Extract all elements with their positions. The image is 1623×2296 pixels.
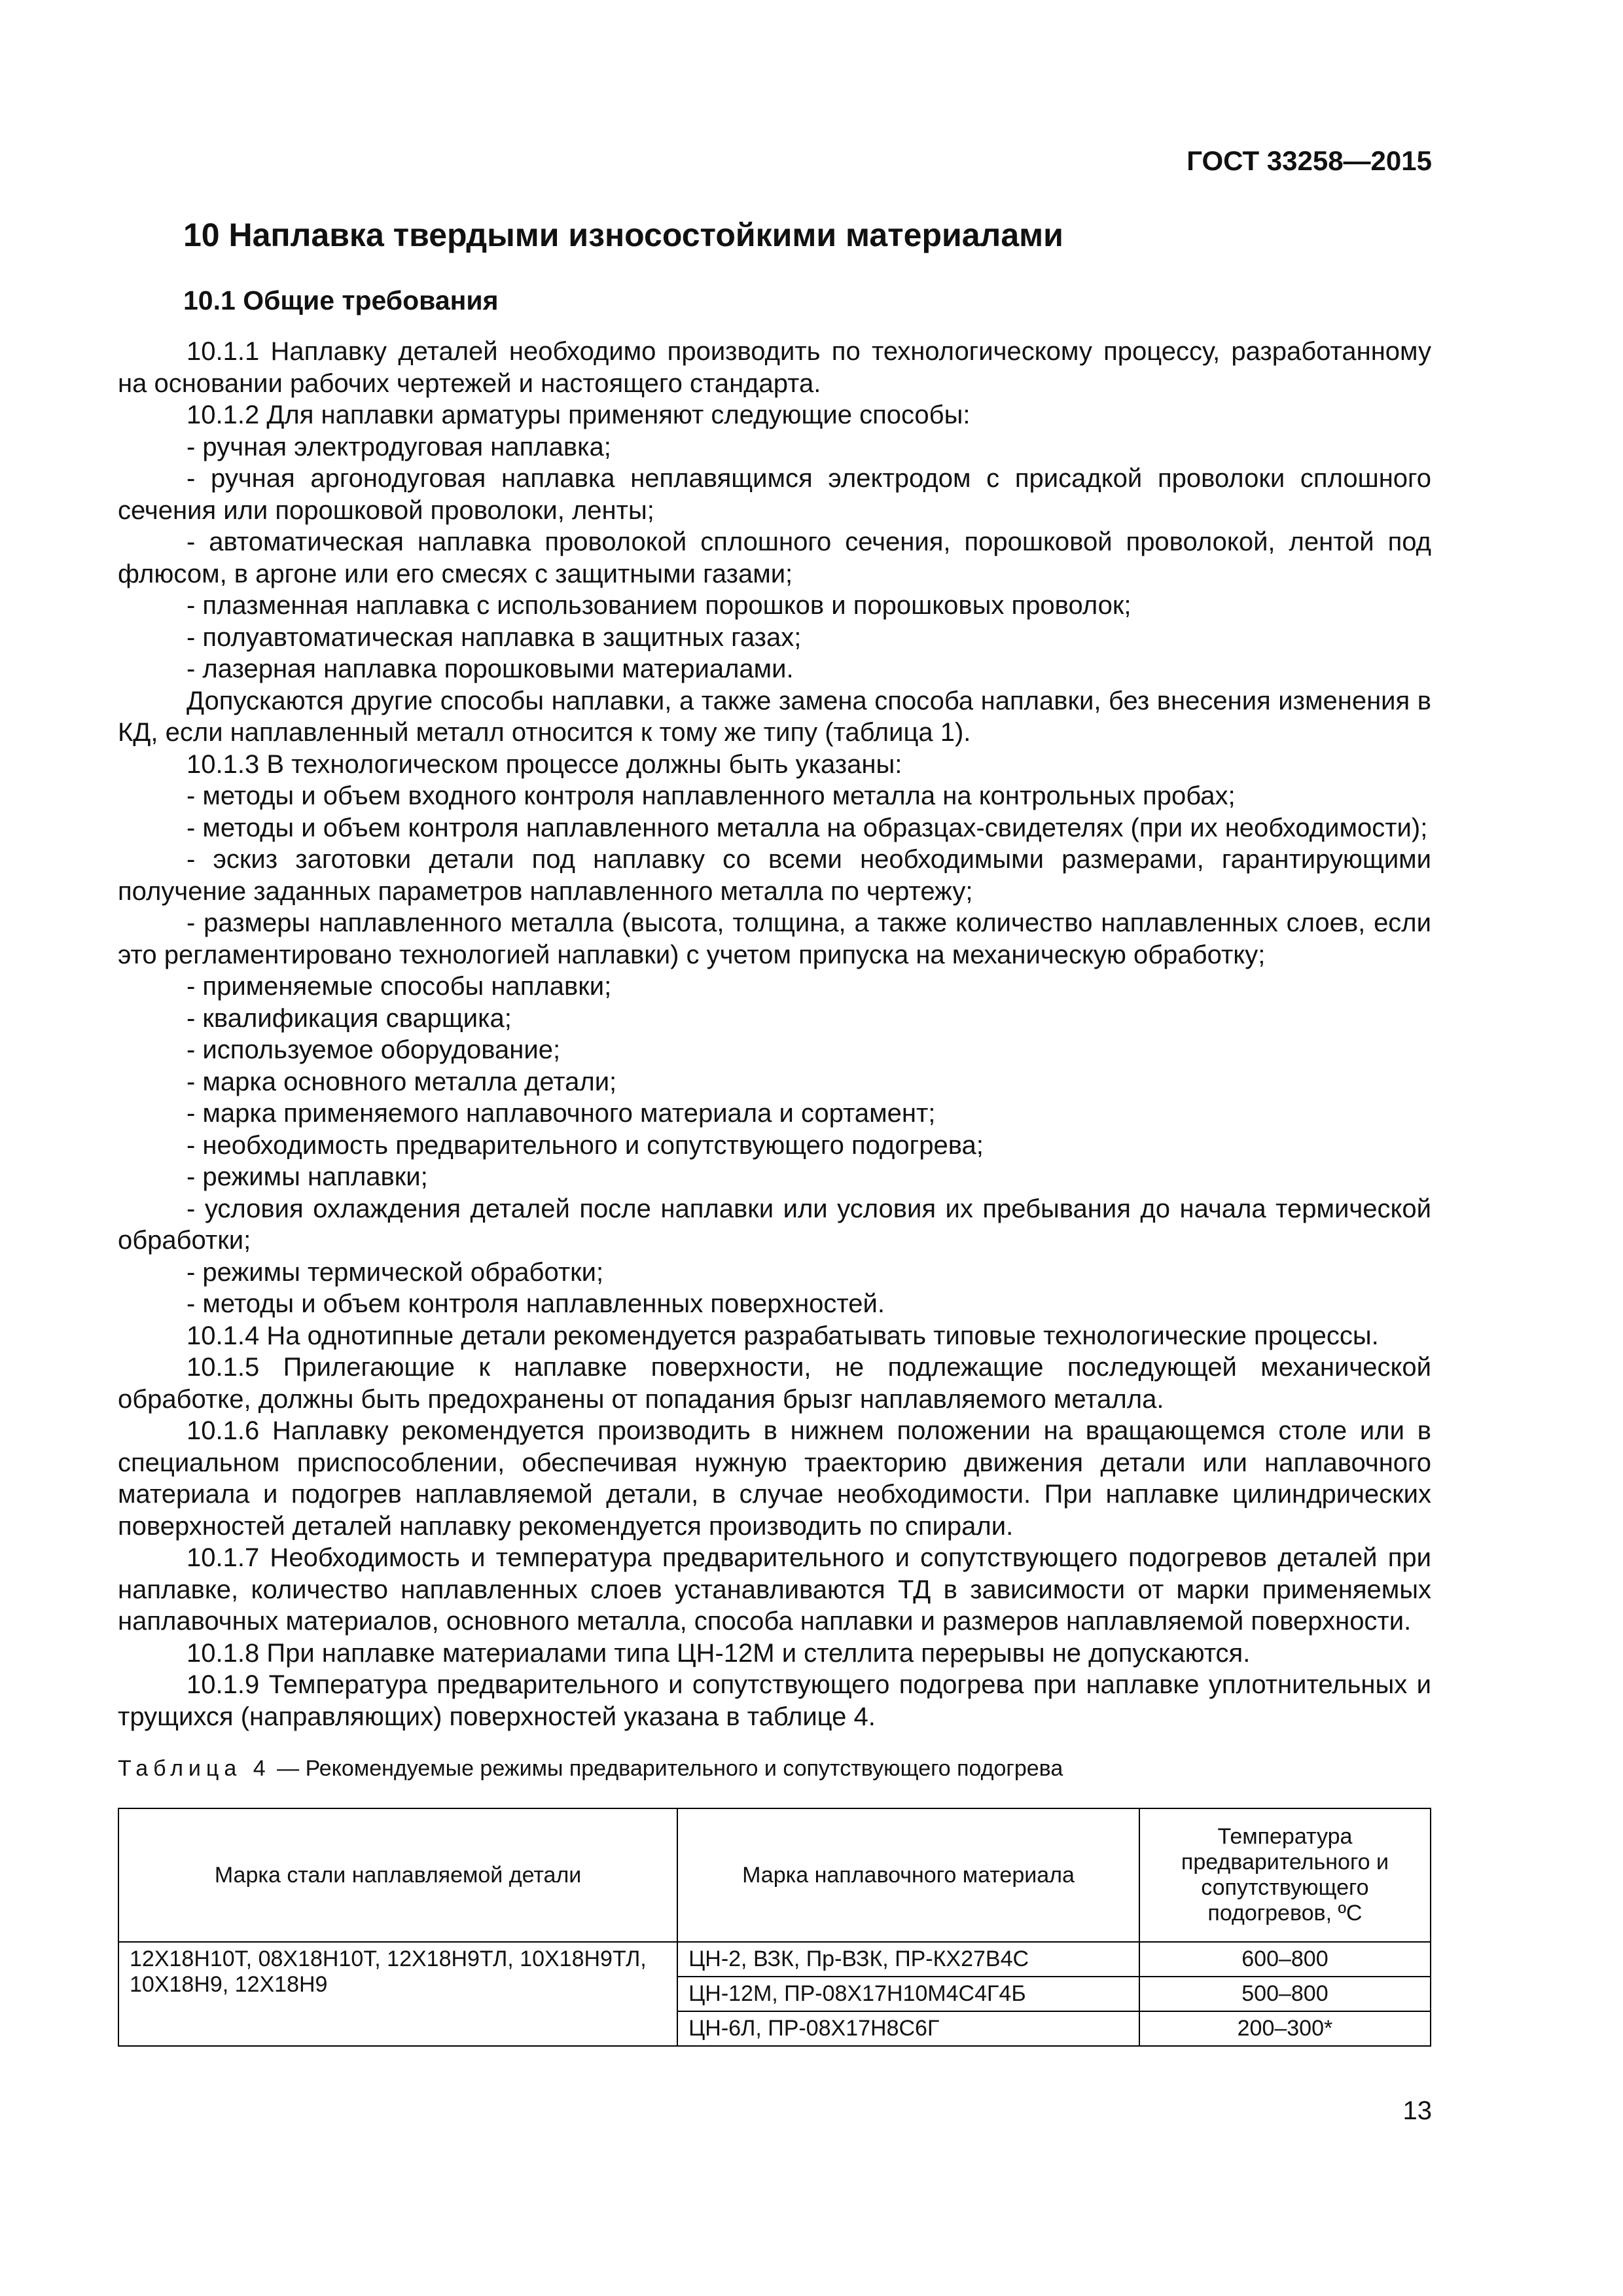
header-temperature: Температура предварительного и сопутствующего подогревов, ºС <box>1139 1808 1431 1942</box>
list-item: - размеры наплавленного металла (высота, толщина, а также количество наплавленных слоев, если это регламентировано технологией наплавки) с учетом припуска на механическую обработку; <box>118 908 1431 969</box>
document-number: ГОСТ 33258—2015 <box>1186 145 1432 176</box>
list-item: - автоматическая наплавка проволокой сплошного сечения, порошковой проволокой, лентой под флюсом, в аргоне или его смесях с защитными газами; <box>118 528 1431 588</box>
table-header-row <box>118 1808 1431 1942</box>
list-item: - эскиз заготовки детали под наплавку со всеми необходимыми размерами, гарантирующими получение заданных параметров наплавленного металла по чертежу; <box>118 845 1431 906</box>
steel-grades-cell: 12Х18Н10Т, 08Х18Н10Т, 12Х18Н9ТЛ, 10Х18Н9ТЛ, 10Х18Н9, 12Х18Н9 <box>118 1942 677 2046</box>
page-number: 13 <box>1402 2096 1432 2125</box>
list-item: - методы и объем входного контроля наплавленного металла на контрольных пробах; <box>187 781 1236 810</box>
body-text <box>118 336 1431 1732</box>
list-item: - используемое оборудование; <box>187 1035 561 1064</box>
paragraph: 10.1.2 Для наплавки арматуры применяют следующие способы: <box>187 401 971 429</box>
material-cell: ЦН-6Л, ПР-08Х17Н8С6Г <box>677 2011 1139 2046</box>
list-item: - методы и объем контроля наплавленного металла на образцах-свидетелях (при их необходимости); <box>187 813 1428 842</box>
table-row <box>118 1942 1431 1977</box>
list-item: - полуавтоматическая наплавка в защитных газах; <box>187 622 802 652</box>
paragraph: 10.1.3 В технологическом процессе должны быть указаны: <box>187 749 902 779</box>
list-item: - режимы термической обработки; <box>187 1257 604 1287</box>
list-item: - применяемые способы наплавки; <box>187 972 612 1001</box>
paragraph: 10.1.8 При наплавке материалами типа ЦН-12М и стеллита перерывы не допускаются. <box>187 1638 1251 1668</box>
paragraph: Допускаются другие способы наплавки, а также замена способа наплавки, без внесения изменения в КД, если наплавленный металл относится к тому же типу (таблица 1). <box>118 686 1431 747</box>
paragraph: 10.1.6 Наплавку рекомендуется производить в нижнем положении на вращающемся столе или в специальном приспособлении, обеспечивая нужную траекторию движения детали или наплавочного материала и подогрев наплавляемой детали, в случае необходимости. При наплавке цилиндрических поверхностей деталей наплавку рекомендуется производить по спирали. <box>118 1416 1431 1541</box>
temperature-cell: 500–800 <box>1139 1977 1431 2011</box>
list-item: - ручная аргонодуговая наплавка неплавящимся электродом с присадкой проволоки сплошного сечения или порошковой проволоки, ленты; <box>118 464 1431 525</box>
list-item: - квалификация сварщика; <box>187 1003 512 1033</box>
temperature-cell: 600–800 <box>1139 1942 1431 1977</box>
table-caption <box>118 1756 1431 1782</box>
page-content <box>118 216 1431 2047</box>
list-item: - ручная электродуговая наплавка; <box>187 432 611 461</box>
material-cell: ЦН-12М, ПР-08Х17Н10М4С4Г4Б <box>677 1977 1139 2011</box>
list-item: - марка основного металла детали; <box>187 1067 617 1096</box>
header-surfacing-material: Марка наплавочного материала <box>677 1808 1139 1942</box>
list-item: - режимы наплавки; <box>187 1162 428 1191</box>
heating-modes-table <box>118 1808 1431 2047</box>
paragraph: 10.1.4 На однотипные детали рекомендуется разрабатывать типовые технологические процессы. <box>187 1321 1379 1350</box>
list-item: - лазерная наплавка порошковыми материалами. <box>187 655 794 683</box>
list-item: - плазменная наплавка с использованием порошков и порошковых проволок; <box>187 591 1132 620</box>
list-item: - необходимость предварительного и сопутствующего подогрева; <box>187 1130 984 1160</box>
list-item: - условия охлаждения деталей после наплавки или условия их пребывания до начала термической обработки; <box>118 1194 1431 1255</box>
material-cell: ЦН-2, ВЗК, Пр-ВЗК, ПР-КХ27В4С <box>677 1942 1139 1977</box>
paragraph: 10.1.1 Наплавку деталей необходимо производить по технологическому процессу, разработанному на основании рабочих чертежей и настоящего стандарта. <box>118 337 1431 398</box>
table-caption-text: — Рекомендуемые режимы предварительного и сопутствующего подогрева <box>270 1756 1063 1781</box>
list-item: - марка применяемого наплавочного материала и сортамент; <box>187 1099 936 1128</box>
header-steel-grade: Марка стали наплавляемой детали <box>118 1808 677 1942</box>
paragraph: 10.1.9 Температура предварительного и сопутствующего подогрева при наплавке уплотнительных и трущихся (направляющих) поверхностей указана в таблице 4. <box>118 1670 1431 1731</box>
table-caption-label: Таблица 4 <box>118 1756 271 1781</box>
list-item: - методы и объем контроля наплавленных поверхностей. <box>187 1289 885 1318</box>
paragraph: 10.1.5 Прилегающие к наплавке поверхности, не подлежащие последующей механической обработке, должны быть предохранены от попадания брызг наплавляемого металла. <box>118 1353 1431 1414</box>
paragraph: 10.1.7 Необходимость и температура предварительного и сопутствующего подогревов деталей при наплавке, количество наплавленных слоев устанавливаются ТД в зависимости от марки применяемых наплавочных материалов, основного металла, способа наплавки и размеров наплавляемой поверхности. <box>118 1543 1431 1636</box>
section-title: 10 Наплавка твердыми износостойкими материалами <box>183 217 1063 253</box>
subsection-title: 10.1 Общие требования <box>183 285 499 315</box>
temperature-cell: 200–300* <box>1139 2011 1431 2046</box>
